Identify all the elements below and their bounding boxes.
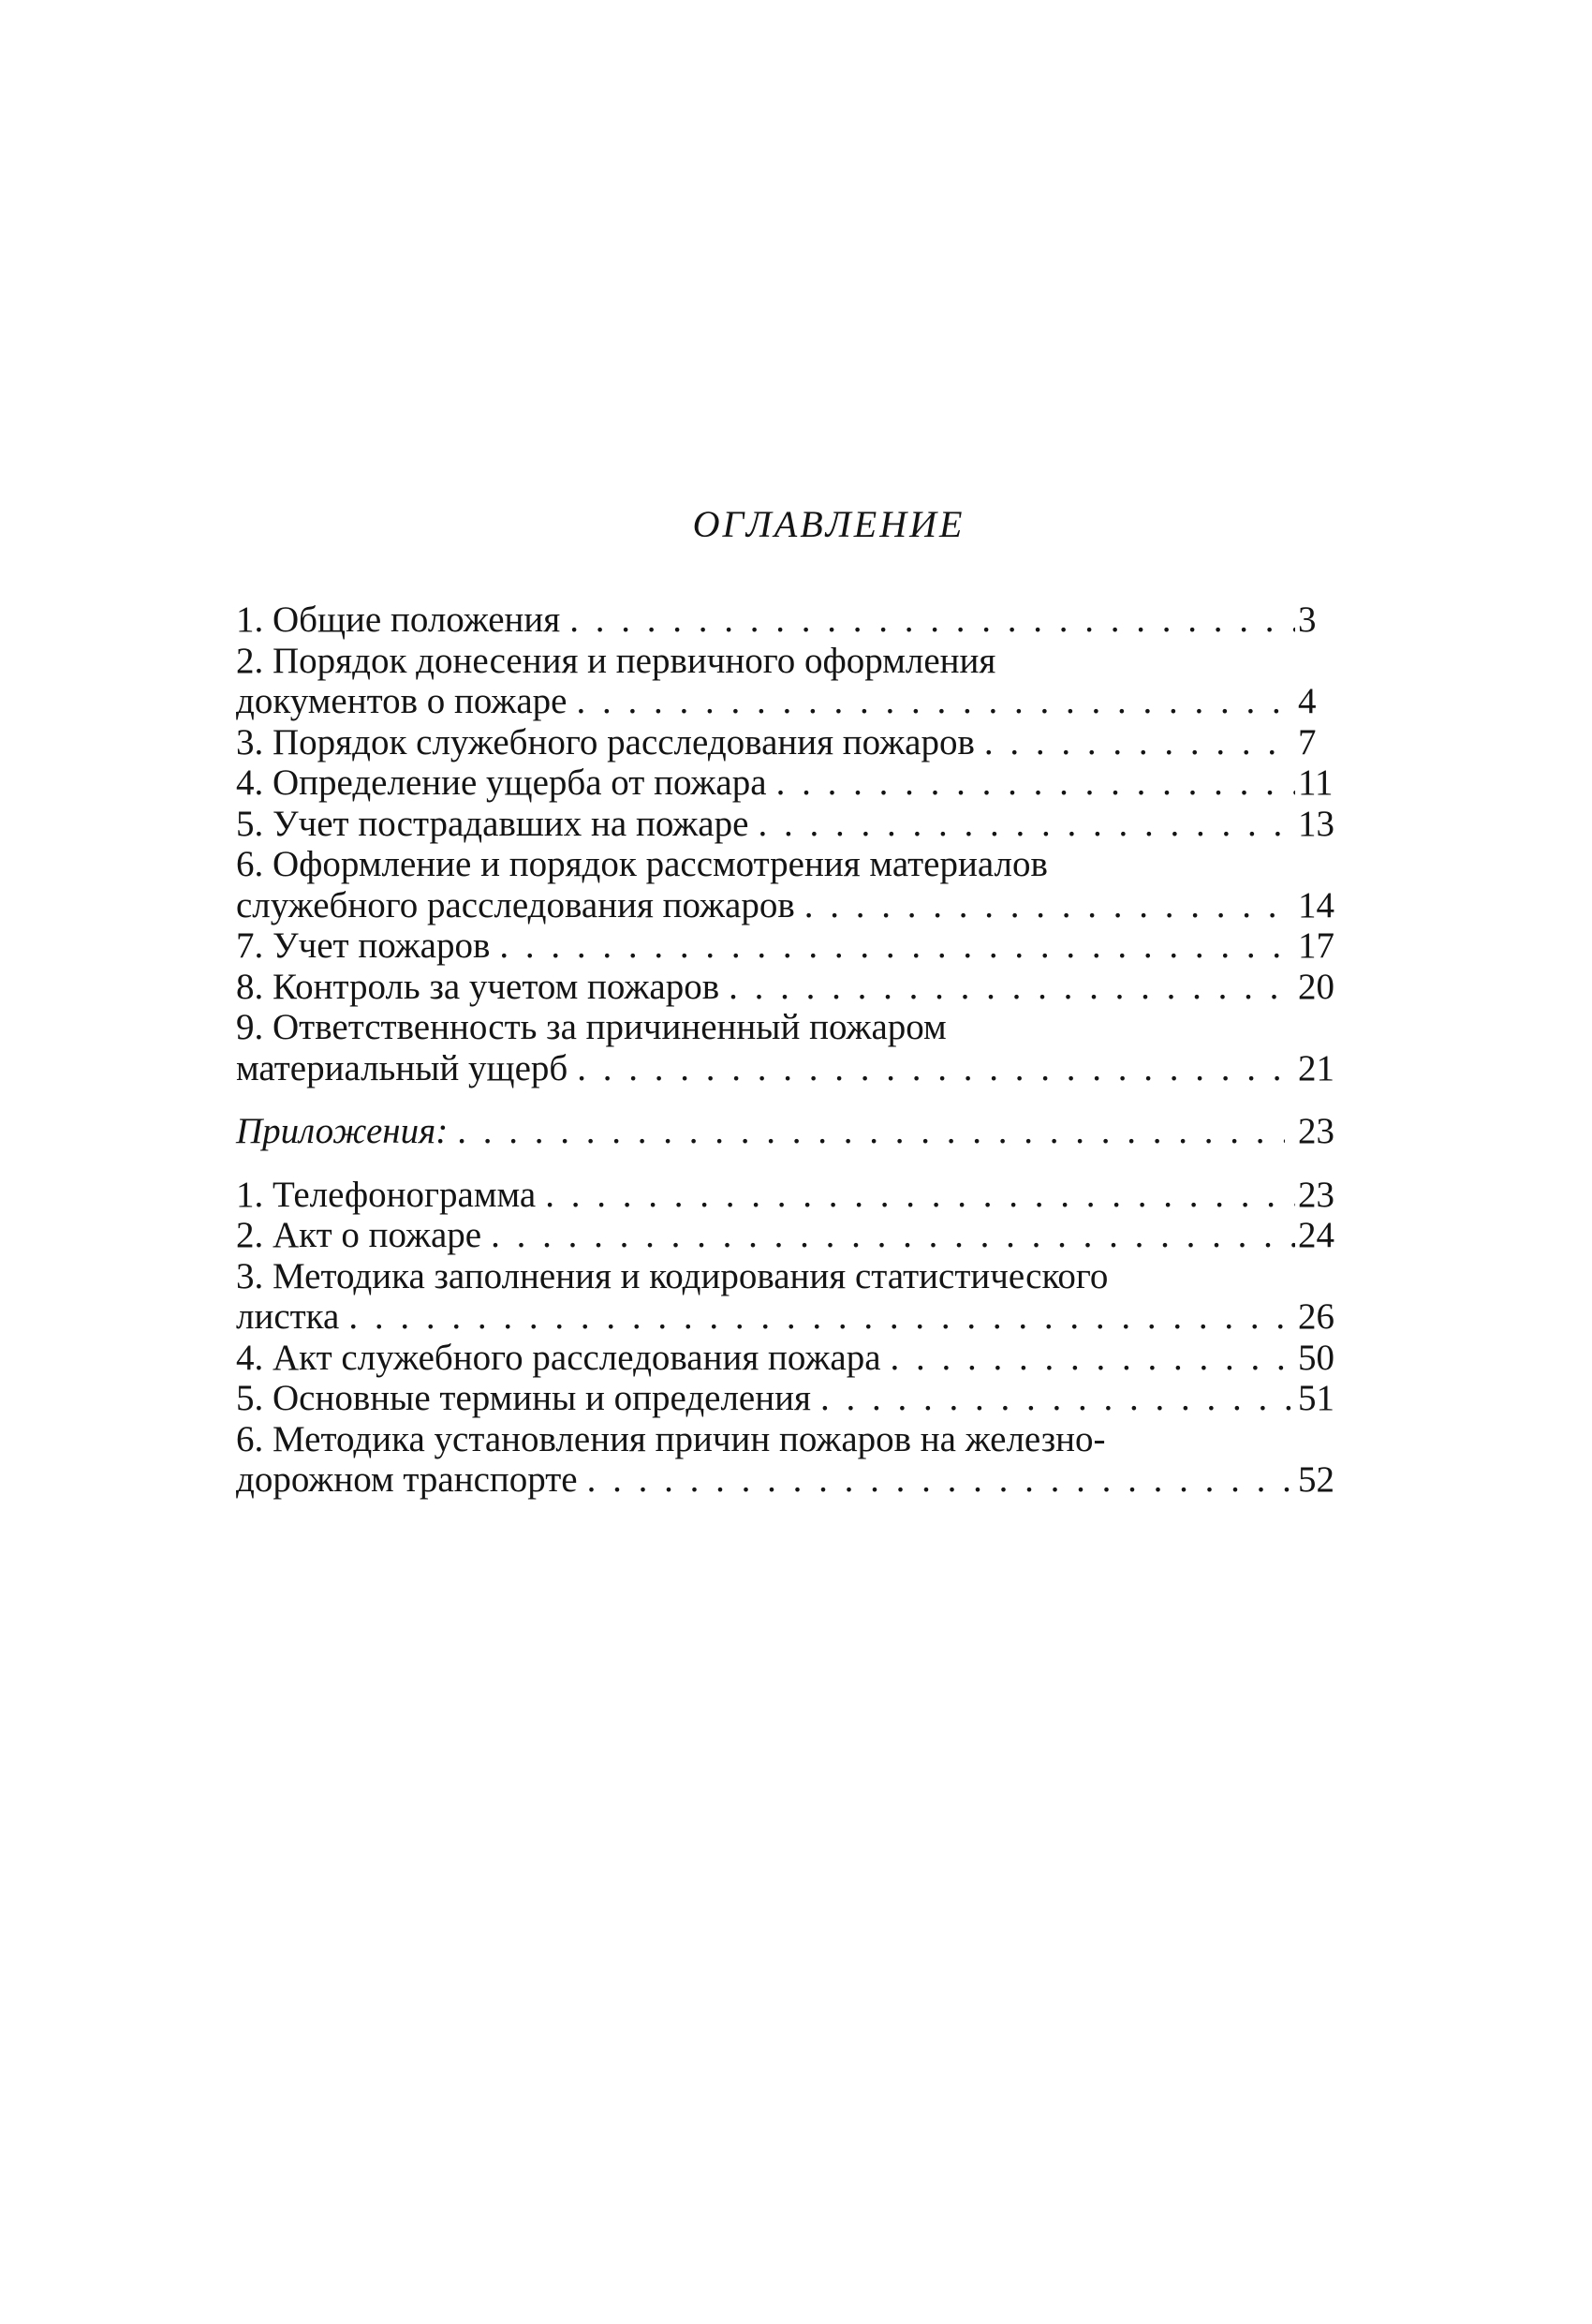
toc-text: 7. Учет пожаров [236, 925, 491, 966]
dot-leader [499, 925, 1295, 967]
appendix-page-number: 24 [1298, 1215, 1334, 1255]
toc-page-number: 14 [1298, 884, 1334, 925]
dot-leader [804, 885, 1295, 926]
appendix-text: 5. Основные термины и определения [236, 1378, 811, 1418]
dot-leader [820, 1378, 1295, 1419]
appendix-text: 3. Методика заполнения и кодирования статистического [236, 1255, 1109, 1296]
toc-line [236, 804, 1339, 845]
toc-entry [236, 967, 1339, 1008]
dot-leader [891, 1338, 1295, 1379]
appendix-text: листка [236, 1296, 340, 1337]
toc-line [236, 1048, 1339, 1089]
appendix-line [236, 1459, 1339, 1501]
dot-leader [776, 762, 1295, 804]
appendix-line [236, 1419, 1339, 1460]
toc-page-number: 13 [1298, 803, 1334, 844]
toc-entry [236, 1007, 1339, 1088]
appendices-heading-label: Приложения: [236, 1111, 449, 1151]
dot-leader [569, 600, 1295, 641]
toc-line [236, 722, 1339, 763]
dot-leader [457, 1111, 1285, 1152]
toc-entry [236, 804, 1339, 845]
toc-line [236, 600, 1339, 641]
dot-leader [729, 967, 1295, 1008]
toc-text: 1. Общие положения [236, 600, 561, 640]
appendix-page-number: 52 [1298, 1459, 1334, 1500]
toc-appendices [236, 1175, 1339, 1501]
appendix-page-number: 51 [1298, 1378, 1334, 1418]
toc-line [236, 681, 1339, 722]
toc-page-number: 11 [1298, 762, 1334, 803]
dot-leader [984, 722, 1295, 763]
appendix-page-number: 50 [1298, 1337, 1334, 1378]
dot-leader [758, 804, 1295, 845]
toc-page-number: 7 [1298, 721, 1317, 762]
toc-text: 5. Учет пострадавших на пожаре [236, 803, 749, 844]
toc-text: 4. Определение ущерба от пожара [236, 762, 767, 803]
table-of-contents [236, 600, 1339, 1501]
appendix-line [236, 1215, 1339, 1256]
toc-line [236, 925, 1339, 967]
toc-page-number: 17 [1298, 925, 1334, 966]
toc-page-number: 20 [1298, 966, 1334, 1007]
toc-entry [236, 925, 1339, 967]
toc-line [236, 885, 1339, 926]
toc-text: 8. Контроль за учетом пожаров [236, 966, 720, 1007]
appendix-entry [236, 1215, 1339, 1256]
toc-line [236, 762, 1339, 804]
appendix-line [236, 1175, 1339, 1216]
toc-line [236, 844, 1339, 885]
toc-line [236, 1007, 1339, 1048]
toc-entry [236, 641, 1339, 722]
appendix-line [236, 1338, 1339, 1379]
dot-leader [348, 1296, 1295, 1338]
toc-entry [236, 600, 1339, 641]
toc-entry [236, 844, 1339, 925]
page-title: ОГЛАВЛЕНИЕ [692, 503, 966, 545]
toc-main-sections [236, 600, 1339, 1088]
toc-page-number: 21 [1298, 1047, 1334, 1088]
appendix-entry [236, 1338, 1339, 1379]
dot-leader [491, 1215, 1295, 1256]
appendix-text: дорожном транспорте [236, 1459, 578, 1500]
dot-leader [577, 681, 1296, 722]
toc-entry [236, 722, 1339, 763]
toc-line [236, 967, 1339, 1008]
appendices-heading-page: 23 [1298, 1111, 1334, 1151]
toc-line [236, 641, 1339, 682]
appendix-page-number: 23 [1298, 1174, 1334, 1215]
toc-text: 2. Порядок донесения и первичного оформления [236, 640, 996, 681]
appendix-entry [236, 1419, 1339, 1501]
dot-leader [545, 1175, 1295, 1216]
toc-text: служебного расследования пожаров [236, 884, 795, 925]
toc-entry [236, 762, 1339, 804]
appendix-text: 6. Методика установления причин пожаров на железно- [236, 1418, 1106, 1459]
toc-text: 9. Ответственность за причиненный пожаром [236, 1007, 947, 1047]
appendix-text: 1. Телефонограмма [236, 1174, 537, 1215]
dot-leader [587, 1459, 1295, 1501]
appendix-text: 2. Акт о пожаре [236, 1215, 482, 1255]
appendix-line [236, 1378, 1339, 1419]
toc-text: 3. Порядок служебного расследования пожаров [236, 721, 975, 762]
toc-text: документов о пожаре [236, 681, 568, 721]
appendix-entry [236, 1175, 1339, 1216]
appendix-entry [236, 1256, 1339, 1338]
appendix-line [236, 1256, 1339, 1297]
toc-page-number: 4 [1298, 681, 1317, 721]
toc-text: материальный ущерб [236, 1047, 568, 1088]
appendix-page-number: 26 [1298, 1296, 1334, 1337]
dot-leader [577, 1048, 1295, 1089]
toc-text: 6. Оформление и порядок рассмотрения материалов [236, 844, 1048, 884]
appendix-entry [236, 1378, 1339, 1419]
toc-page-number: 3 [1298, 600, 1317, 640]
appendices-heading [236, 1111, 1339, 1152]
appendix-text: 4. Акт служебного расследования пожара [236, 1337, 881, 1378]
appendix-line [236, 1296, 1339, 1338]
